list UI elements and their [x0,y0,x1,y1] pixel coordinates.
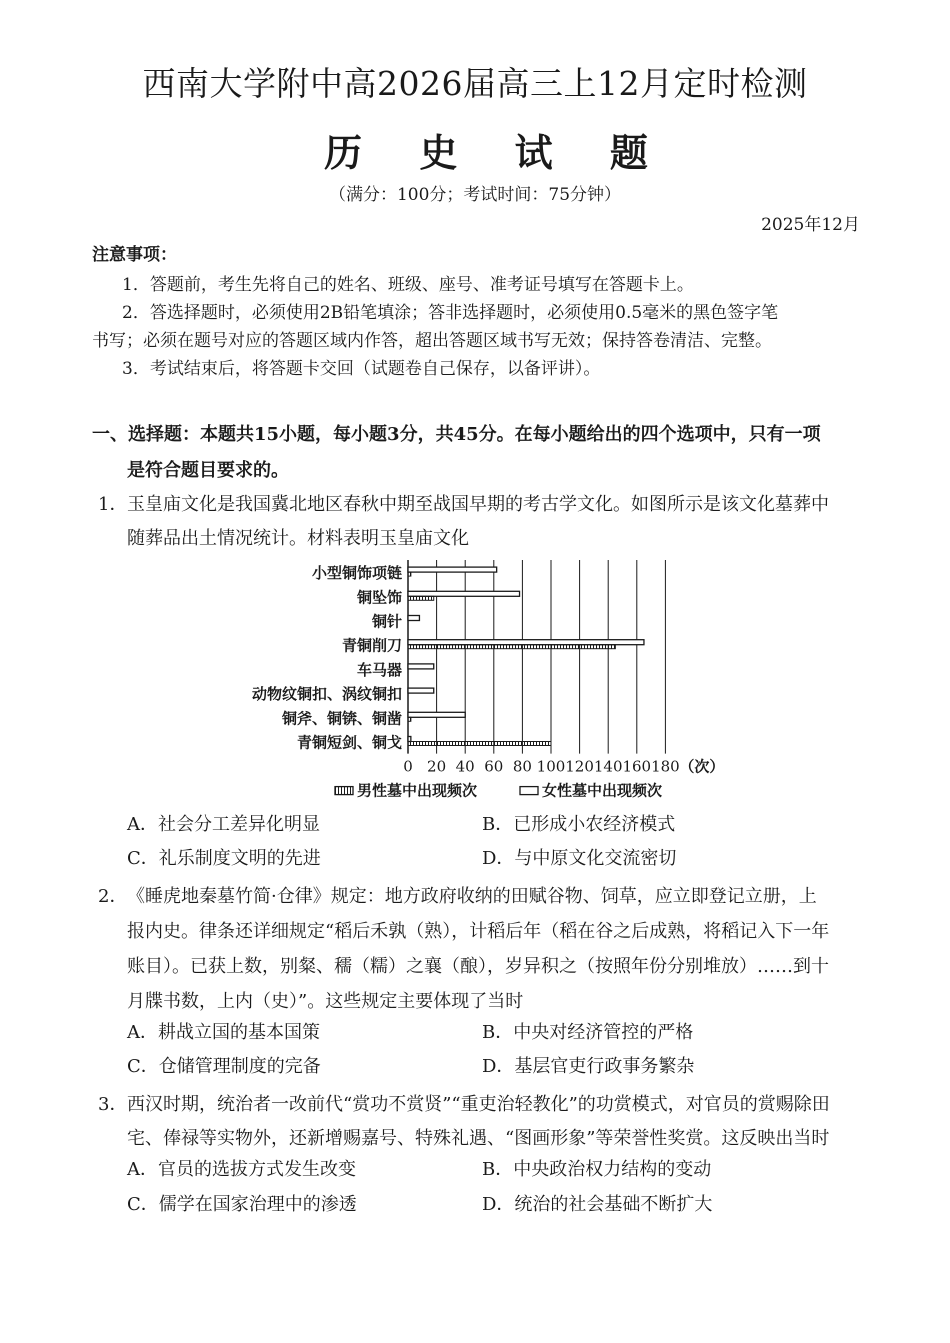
section-heading-cont: 是符合题目要求的。 [127,460,289,481]
bar-male [408,572,411,576]
question-stem: 报内史。律条还详细规定“稻后禾孰（熟），计稻后年（稻在谷之后成熟，将稻记入下一年 [127,921,830,942]
category-label: 动物纹铜扣、涡纹铜扣 [251,685,402,704]
tick-label: 40 [455,757,475,776]
option-a[interactable]: A．耕战立国的基本国策 [127,1022,320,1043]
question-stem: 随葬品出土情况统计。材料表明玉皇庙文化 [127,528,469,549]
legend-female-label: 女性墓中出现频次 [542,781,663,800]
option-b[interactable]: B．中央对经济管控的严格 [482,1022,694,1043]
question-number: 2． [98,886,128,907]
option-c[interactable]: C．礼乐制度文明的先进 [127,848,321,869]
question-stem: 月牒书数，上内（史）”。这些规定主要体现了当时 [127,991,524,1012]
option-c[interactable]: C．仓储管理制度的完备 [127,1056,321,1077]
category-label: 铜针 [371,612,402,631]
option-d[interactable]: D．基层官吏行政事务繁杂 [482,1056,695,1077]
bar-female [408,664,434,669]
option-a[interactable]: A．社会分工差异化明显 [127,814,320,835]
tick-label: 0 [403,757,413,776]
exam-title: 西南大学附中高2026届高三上12月定时检测 [142,64,808,103]
tick-label: 80 [512,757,532,776]
bar-female [408,591,520,596]
option-d[interactable]: D．与中原文化交流密切 [482,848,677,869]
bar-female [408,737,411,742]
category-label: 青铜短剑、铜戈 [296,733,402,752]
section-heading: 一、选择题：本题共15小题，每小题3分，共45分。在每小题给出的四个选项中，只有一项 [92,424,821,445]
bar-female [408,688,434,693]
category-label: 铜斧、铜锛、铜凿 [281,709,402,728]
legend-female-swatch [520,787,538,795]
question-stem: 《睡虎地秦墓竹简·仓律》规定：地方政府收纳的田赋谷物、饲草，应立即登记立册，上 [127,886,817,907]
option-b[interactable]: B．中央政治权力结构的变动 [482,1159,712,1180]
x-unit-label: （次） [679,757,725,776]
exam-meta: （满分：100分；考试时间：75分钟） [328,185,622,205]
bar-female [408,567,497,572]
tick-label: 160 [622,757,652,776]
burial-goods-chart [230,556,730,800]
notice-line: 书写；必须在题号对应的答题区域内作答，超出答题区域书写无效；保持答卷清洁、完整。 [92,331,772,351]
option-c[interactable]: C．儒学在国家治理中的渗透 [127,1194,357,1215]
bar-female [408,712,465,717]
tick-label: 180 [651,757,680,776]
question-number: 3． [98,1094,128,1115]
bar-male [408,645,615,649]
category-label: 青铜削刀 [341,636,402,655]
notices-heading: 注意事项： [92,245,177,265]
bar-male [408,596,434,600]
bar-male [408,717,411,721]
option-d[interactable]: D．统治的社会基础不断扩大 [482,1194,713,1215]
bar-female [408,616,419,621]
bar-male [408,742,551,746]
legend-male-label: 男性墓中出现频次 [357,781,478,800]
notice-line: 3．考试结束后，将答题卡交回（试题卷自己保存，以备评讲）。 [122,359,601,379]
question-stem: 账目）。已获上数，别粲、穤（糯）之襄（酿），岁异积之（按照年份分别堆放）……到十 [127,956,829,977]
tick-label: 20 [427,757,447,776]
question-stem: 西汉时期，统治者一改前代“赏功不赏贤”“重吏治轻教化”的功赏模式，对官员的赏赐除田 [127,1094,830,1115]
notice-line: 2．答选择题时，必须使用2B铅笔填涂；答非选择题时，必须使用0.5毫米的黑色签字笔 [122,303,779,323]
tick-label: 120 [565,757,594,776]
question-stem: 宅、俸禄等实物外，还新增赐嘉号、特殊礼遇、“图画形象”等荣誉性奖赏。这反映出当时 [127,1128,830,1149]
exam-date: 2025年12月 [761,215,860,235]
bar-female [408,640,644,645]
question-stem: 玉皇庙文化是我国冀北地区春秋中期至战国早期的考古学文化。如图所示是该文化墓葬中 [127,494,829,515]
question-number: 1． [98,494,128,515]
tick-label: 140 [593,757,623,776]
notice-line: 1．答题前，考生先将自己的姓名、班级、座号、准考证号填写在答题卡上。 [122,275,694,295]
option-b[interactable]: B．已形成小农经济模式 [482,814,676,835]
category-label: 铜坠饰 [356,588,402,607]
subject-title: 历 史 试 题 [324,130,670,175]
category-label: 车马器 [356,660,402,679]
category-label: 小型铜饰项链 [311,564,402,583]
option-a[interactable]: A．官员的选拔方式发生改变 [127,1159,356,1180]
legend-male-swatch [335,787,353,795]
tick-label: 100 [536,757,566,776]
tick-label: 60 [484,757,504,776]
